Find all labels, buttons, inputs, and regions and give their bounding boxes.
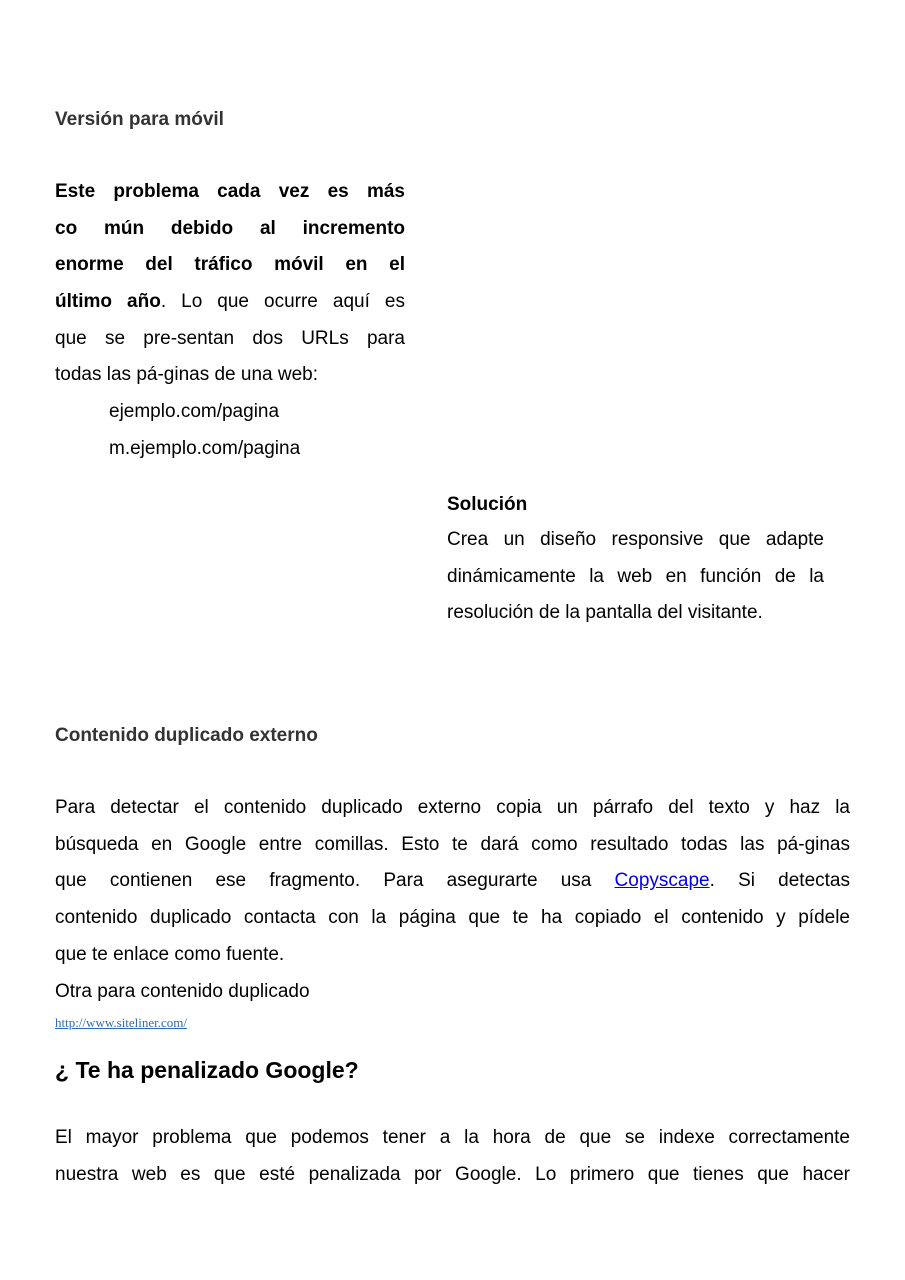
paragraph-line: contenido duplicado contacta con la página que te ha copiado el contenido y pídele	[55, 907, 850, 929]
paragraph-line: búsqueda en Google entre comillas. Esto te dará como resultado todas las pá-ginas	[55, 833, 850, 855]
paragraph-line: nuestra web es que esté penalizada por Google. Lo primero que tienes que hacer	[55, 1163, 850, 1185]
bold-text: último año	[55, 291, 161, 313]
url-example-list	[55, 394, 300, 467]
mobile-paragraph	[55, 174, 405, 394]
body-text: . Lo que ocurre aquí es	[160, 291, 405, 313]
paragraph-line	[55, 247, 405, 284]
paragraph-line: Crea un diseño responsive que adapte	[447, 529, 824, 550]
body-text: que se pre-sentan dos URLs para	[55, 327, 405, 349]
bold-text: enorme del tráfico móvil en el	[55, 254, 405, 276]
other-tool-label: Otra para contenido duplicado	[55, 981, 310, 1002]
section-heading-google-penalty: ¿ Te ha penalizado Google?	[55, 1057, 359, 1083]
paragraph-line: dinámicamente la web en función de la	[447, 565, 824, 587]
body-text: que contienen ese fragmento. Para asegurarte usa	[55, 870, 615, 892]
paragraph-line: que te enlace como fuente.	[55, 943, 285, 965]
paragraph-line	[55, 174, 405, 211]
duplicate-content-paragraph	[55, 790, 850, 973]
paragraph-line: El mayor problema que podemos tener a la hora de que se indexe correctamente	[55, 1127, 850, 1148]
bold-text: Este problema cada vez es más	[55, 181, 405, 202]
siteliner-link[interactable]: http://www.siteliner.com/	[55, 1015, 188, 1030]
paragraph-line	[55, 357, 405, 394]
paragraph-line	[55, 284, 405, 321]
body-text: todas las pá-ginas de una web:	[55, 364, 319, 386]
bold-text: co mún debido al incremento	[55, 217, 405, 239]
url-example: m.ejemplo.com/pagina	[109, 437, 301, 459]
paragraph-line: resolución de la pantalla del visitante.	[447, 602, 763, 624]
url-example: ejemplo.com/pagina	[109, 401, 280, 422]
solution-paragraph	[447, 522, 824, 632]
paragraph-line: Para detectar el contenido duplicado externo copia un párrafo del texto y haz la	[55, 797, 850, 818]
penalty-paragraph	[55, 1120, 850, 1193]
paragraph-line	[55, 321, 405, 358]
copyscape-link[interactable]: Copyscape	[614, 870, 710, 892]
solution-heading: Solución	[447, 494, 528, 515]
paragraph-line	[55, 863, 850, 900]
paragraph-line	[55, 211, 405, 248]
section-heading-duplicate-content: Contenido duplicado externo	[55, 725, 318, 746]
body-text: . Si detectas	[709, 870, 850, 892]
section-heading-mobile-version: Versión para móvil	[55, 109, 224, 130]
